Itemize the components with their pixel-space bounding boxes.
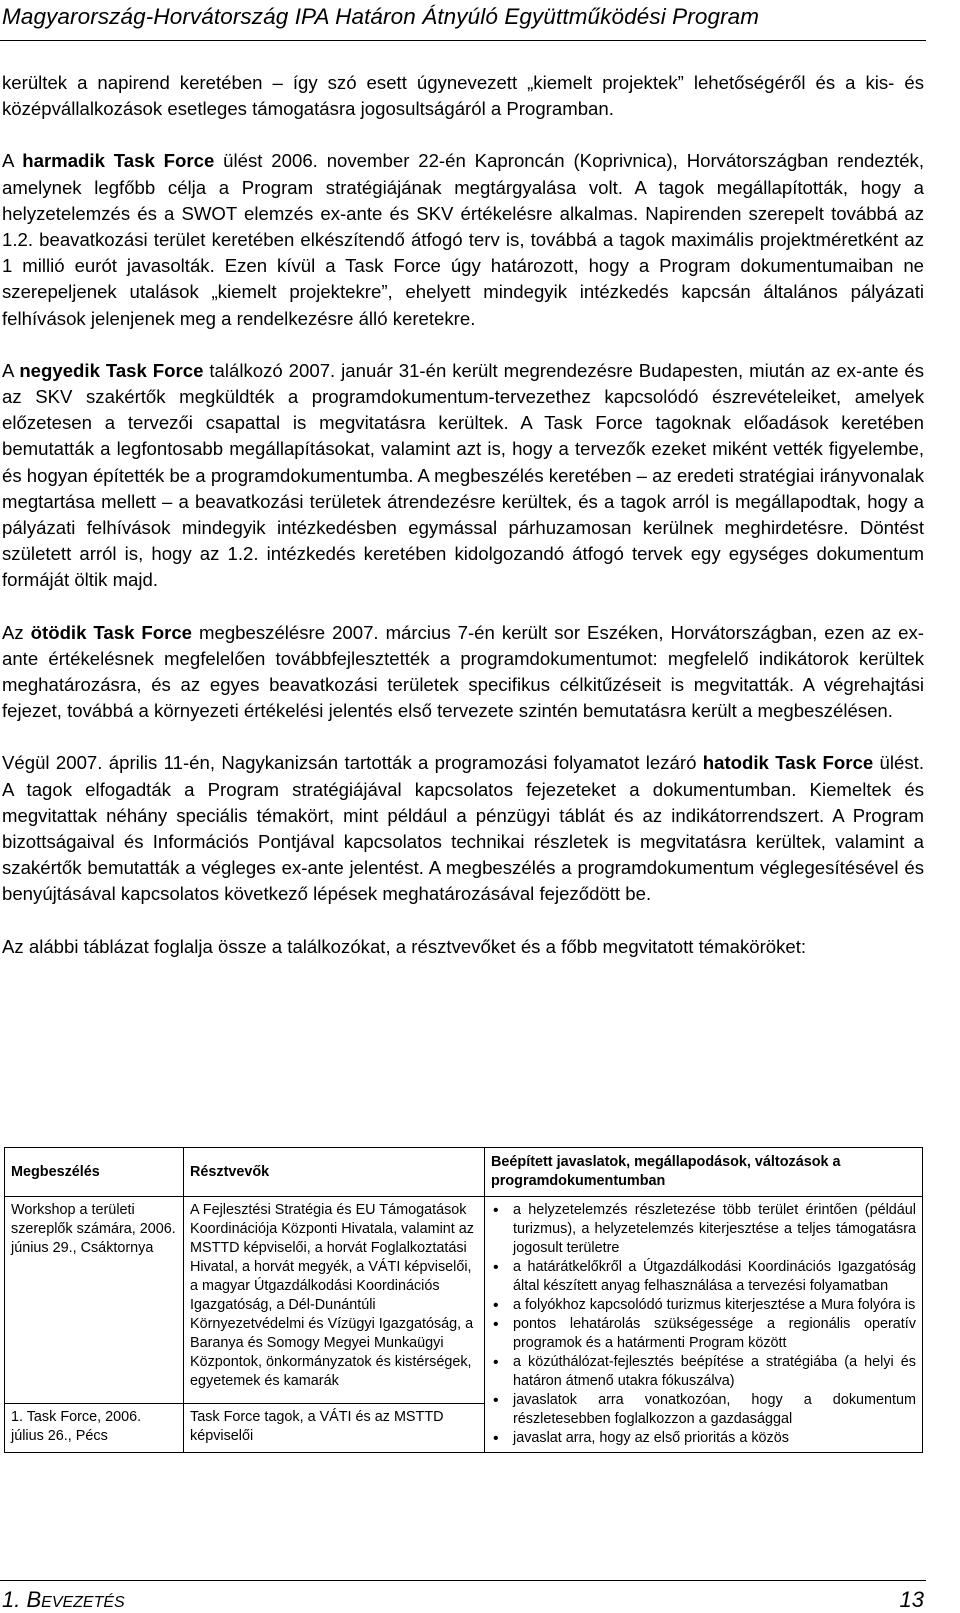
page-header — [0, 0, 926, 41]
chapter-number: 1. B — [2, 1587, 42, 1612]
decisions-list — [491, 1201, 916, 1448]
meeting-cell: Workshop a területi szereplők számára, 2006. június 29., Csáktornya — [5, 1197, 184, 1404]
table-row — [5, 1197, 923, 1404]
column-header-participants: Résztvevők — [184, 1148, 485, 1197]
list-item: • a helyzetelemzés részletezése több terület érintően (például turizmus), a helyzetelemzés kiterjesztése a teljes támogatásra jogosult területre — [491, 1201, 916, 1258]
chapter-label — [2, 1587, 125, 1613]
paragraph-table-intro: Az alábbi táblázat foglalja össze a találkozókat, a résztvevőket és a főbb megvitatott témaköröket: — [2, 935, 807, 957]
table-header-row — [5, 1148, 923, 1197]
meetings-table — [4, 1147, 923, 1453]
emphasis-fifth-task-force: ötödik Task Force — [30, 621, 193, 643]
participants-cell: Task Force tagok, a VÁTI és az MSTTD képviselői — [184, 1404, 485, 1453]
emphasis-sixth-task-force: hatodik Task Force — [702, 752, 874, 774]
document-body — [2, 70, 924, 986]
paragraph-text: megbeszélésre 2007. március 7-én került sor Eszéken, Horvátországban, ezen az ex-ante értékelésnek megfelelően továbbfejlesztették a programdokumentumot: megfelelő indikátorok kerültek meghatározásra, és az egyes beavatkozási területek specifikus célkitűzéseit is megvitatták. A végrehajtási fejezet, továbbá a környezeti értékelési jelentés első tervezete szintén bemutatásra került a megbeszélésen. — [2, 621, 924, 722]
column-header-meeting: Megbeszélés — [5, 1148, 184, 1197]
paragraph-text: találkozó 2007. január 31-én került megrendezésre Budapesten, miután az ex-ante és az SKV szakértők megküldték a programdokumentum-tervezethez kapcsolódó észrevételeiket, amelyek előzetesen a tervezői csapattal is megvitatásra kerültek. A Task Force tagoknak előadások keretében bemutatták a legfontosabb megállapításokat, valamint azt is, hogy a tervezők ezeket miként vették figyelembe, és hogyan építették be a programdokumentumba. A megbeszélés keretében – az eredeti stratégiai irányvonalak megtartása mellett – a beavatkozási területek átrendezésre kerültek, és a tagok arról is megállapodtak, hogy a pályázati felhívások mindegyik intézkedésben egymással párhuzamosan kerülnek meghirdetésre. Döntést született arról is, hogy az 1.2. intézkedés keretében kidolgozandó átfogó tervek egy egységes dokumentum formáját öltik majd. — [2, 359, 924, 591]
paragraph-sixth-task-force — [2, 750, 924, 907]
meeting-cell: 1. Task Force, 2006. július 26., Pécs — [5, 1404, 184, 1453]
paragraph-text: ülést. A tagok elfogadták a Program stratégiájával kapcsolatos fejezeteket a dokumentumban. Kiemeltek és megvitattak néhány speciális témakört, mint például a pénzügyi táblát és az indikátorrendszert. A Program bizottságaival és Információs Pontjával kapcsolatos technikai részletek is megvitatásra kerültek, valamint a szakértők bemutatták a végleges ex-ante jelentést. A megbeszélés a programdokumentum véglegesítésével és benyújtásával kapcsolatos következő lépések meghatározásával fejeződött be. — [2, 752, 924, 905]
page-footer — [0, 1580, 926, 1611]
paragraph-text: ülést 2006. november 22-én Kaproncán (Koprivnica), Horvátországban rendezték, amelynek legfőbb célja a Program stratégiájának megtárgyalása volt. A tagok megállapították, hogy a helyzetelemzés és a SWOT elemzés ex-ante és SKV értékelésre alkalmas. Napirenden szerepelt továbbá az 1.2. beavatkozási terület keretében elkészítendő átfogó terv is, továbbá a tagok maximális projektméretként az 1 millió eurót javasolták. Ezen kívül a Task Force úgy határozott, hogy a Program dokumentumaiban ne szerepeljenek utalások „kiemelt projektekre”, ehelyett mindegyik intézkedés kapcsán általános pályázati felhívások jelenjenek meg a rendelkezésre álló keretekre. — [2, 150, 924, 329]
paragraph-text: A — [2, 150, 23, 172]
column-header-decisions: Beépített javaslatok, megállapodások, változások a programdokumentumban — [485, 1148, 923, 1197]
list-item: • pontos lehatárolás szükségessége a regionális operatív programok és a határmenti Program között — [491, 1315, 916, 1353]
list-item: • a folyókhoz kapcsolódó turizmus kiterjesztése a Mura folyóra is — [491, 1296, 916, 1315]
list-item: • javaslat arra, hogy az első prioritás a közös — [491, 1429, 916, 1448]
paragraph-agenda-continuation: kerültek a napirend keretében – így szó esett úgynevezett „kiemelt projektek” lehetőségéről és a kis- és középvállalkozások esetleges támogatásra jogosultságáról a Programban. — [2, 72, 924, 120]
paragraph-fifth-task-force — [2, 620, 924, 725]
paragraph-text: Végül 2007. április 11-én, Nagykanizsán tartották a programozási folyamatot lezáró — [2, 752, 703, 774]
emphasis-third-task-force: harmadik Task Force — [22, 150, 215, 172]
paragraph-text: A — [2, 359, 20, 381]
page-number: 13 — [899, 1587, 924, 1612]
document-title: Magyarország-Horvátország IPA Határon Átnyúló Együttműködési Program — [2, 4, 760, 29]
emphasis-fourth-task-force: negyedik Task Force — [19, 359, 204, 381]
paragraph-third-task-force — [2, 148, 924, 331]
participants-cell: A Fejlesztési Stratégia és EU Támogatások Koordinációja Központi Hivatala, valamint az MSTTD képviselői, a horvát Foglalkoztatási Hivatal, a horvát megyék, a VÁTI képviselői, a magyar Útgazdálkodási Koordinációs Igazgatóság, a Dél-Dunántúli Környezetvédelmi és Vízügyi Igazgatóság, a Baranya és Somogy Megyei Munkaügyi Központok, önkormányzatok és kistérségek, egyetemek és kamarák — [184, 1197, 485, 1404]
list-item: • javaslatok arra vonatkozóan, hogy a dokumentum részletesebben foglalkozzon a gazdasággal — [491, 1391, 916, 1429]
list-item: • a közúthálózat-fejlesztés beépítése a stratégiába (a helyi és határon átmenő utakra fókuszálva) — [491, 1353, 916, 1391]
list-item: • a határátkelőkről a Útgazdálkodási Koordinációs Igazgatóság által készített anyag felhasználása a tervezési folyamatban — [491, 1258, 916, 1296]
chapter-title: EVEZETÉS — [41, 1594, 125, 1611]
paragraph-fourth-task-force — [2, 358, 924, 594]
paragraph-text: Az — [2, 621, 31, 643]
decisions-cell — [485, 1197, 923, 1453]
